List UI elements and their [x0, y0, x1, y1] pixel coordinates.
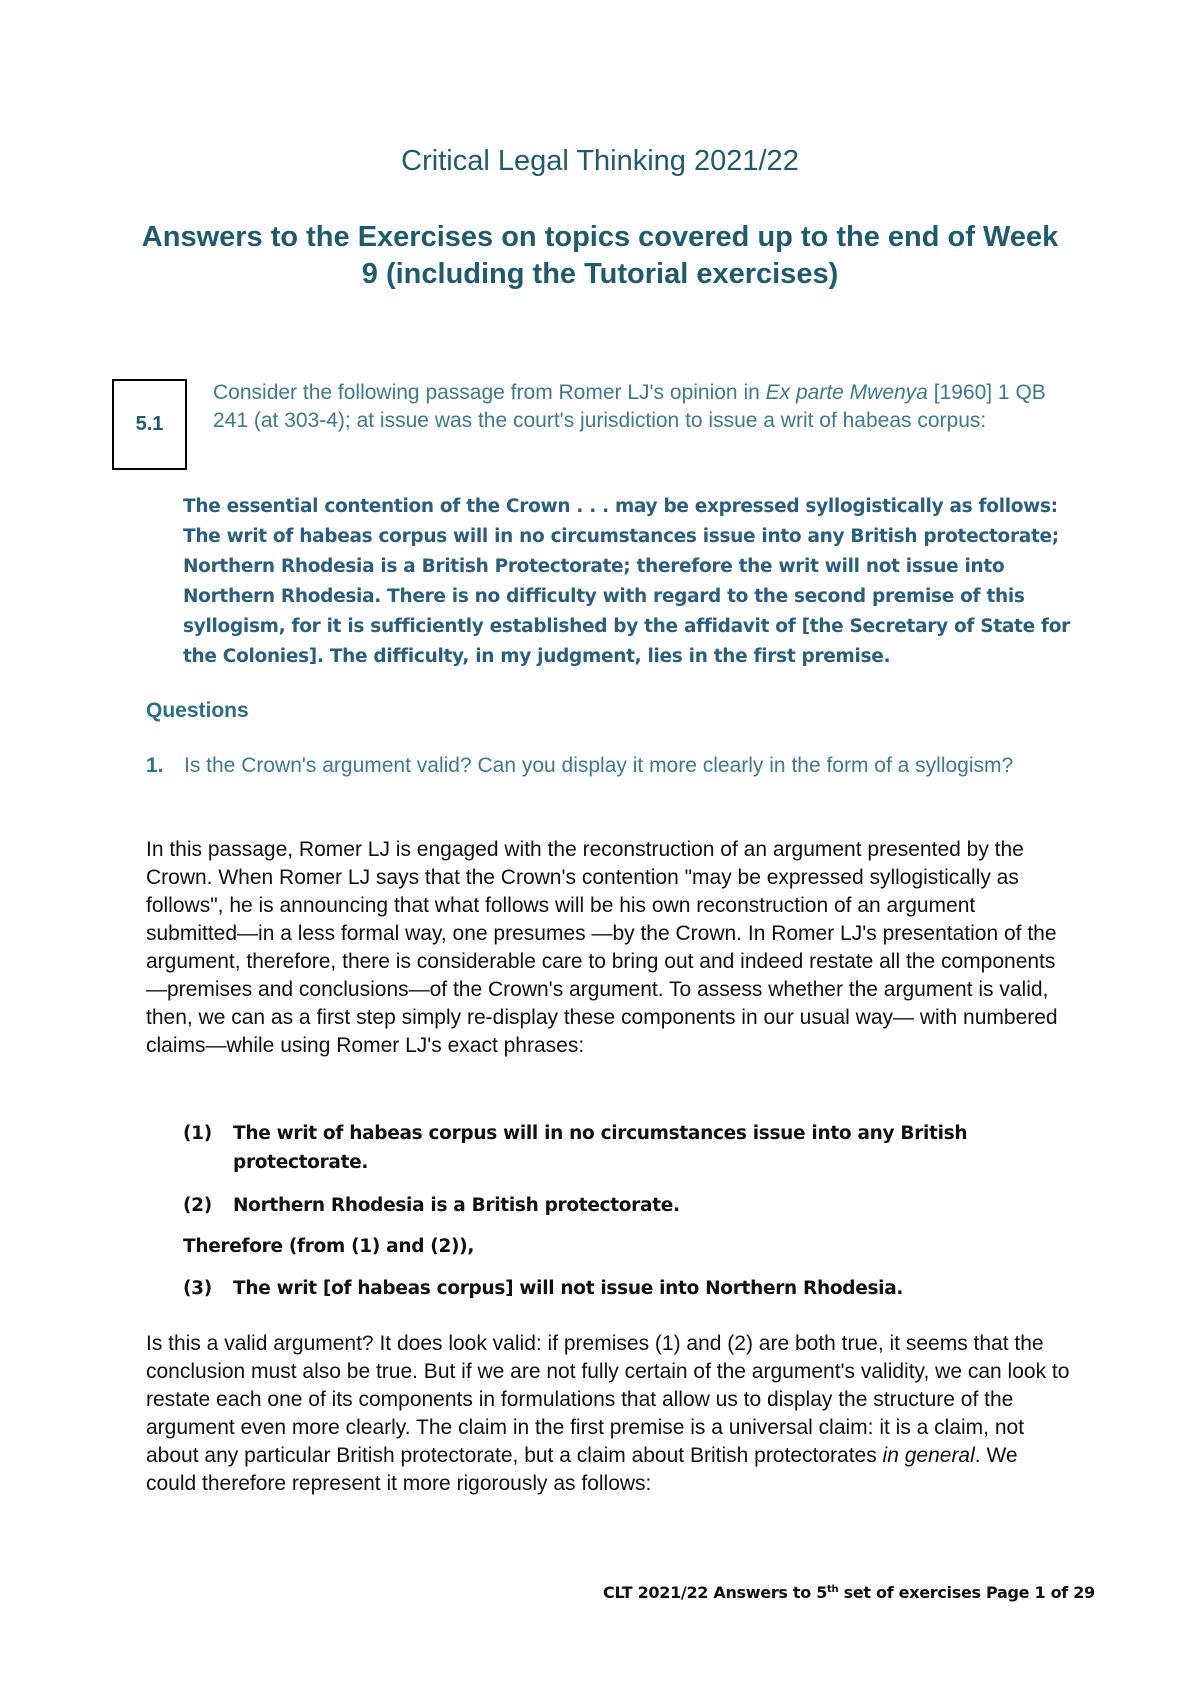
- page-footer: [603, 1583, 1095, 1602]
- therefore-line: Therefore (from (1) and (2)),: [183, 1236, 475, 1257]
- claim-1-number: (1): [183, 1123, 212, 1144]
- question-1-number: 1.: [146, 754, 164, 777]
- exercise-number-box: [112, 379, 187, 470]
- claim-1: [183, 1119, 1053, 1177]
- claim-2-text: Northern Rhodesia is a British protectorate.: [233, 1195, 680, 1216]
- exercise-intro: [213, 379, 1063, 435]
- question-1-text: Is the Crown's argument valid? Can you display it more clearly in the form of a syllogism?: [184, 754, 1014, 777]
- questions-heading: Questions: [146, 699, 249, 722]
- exercise-number: 5.1: [135, 413, 164, 435]
- paragraph-2-emphasis: in general: [882, 1444, 975, 1467]
- paragraph-2-after-em: . We could therefore represent it more rigorously as follows:: [146, 1444, 1018, 1495]
- footer-after-sup: set of exercises Page 1 of 29: [838, 1583, 1095, 1602]
- footer-superscript: th: [827, 1584, 839, 1595]
- claim-2-number: (2): [183, 1195, 212, 1216]
- intro-before-case: Consider the following passage from Romer LJ's opinion in: [213, 381, 766, 404]
- case-name: Ex parte Mwenya: [765, 381, 928, 404]
- claim-3: [183, 1274, 1053, 1303]
- footer-before-sup: CLT 2021/22 Answers to 5: [603, 1583, 828, 1602]
- claim-3-text: The writ [of habeas corpus] will not issue into Northern Rhodesia.: [233, 1278, 904, 1299]
- document-subtitle: Answers to the Exercises on topics covered up to the end of Week 9 (including the Tutorial exercises): [141, 221, 1059, 290]
- document-title: Critical Legal Thinking 2021/22: [401, 145, 799, 177]
- answer-paragraph-2: [146, 1330, 1071, 1498]
- paragraph-2-before-em: Is this a valid argument? It does look valid: if premises (1) and (2) are both true, it seems that the conclusion must also be true. But if we are not fully certain of the argument's validity, we can look to restate each one of its components in formulations that allow us to display the structure of the argument even more clearly. The claim in the first premise is a universal claim: it is a claim, not about any particular British protectorate, but a claim about British protectorates: [146, 1332, 1070, 1467]
- question-1: [146, 752, 1056, 780]
- quoted-passage: The essential contention of the Crown . . . may be expressed syllogistically as follows: The writ of habeas corpus will in no circumstances issue into any British protectorate; Northern Rhodesia is a British Protectorate; therefore the writ will not issue into Northern Rhodesia. There is no difficulty with regard to the second premise of this syllogism, for it is sufficiently established by the affidavit of [the Secretary of State for the Colonies]. The difficulty, in my judgment, lies in the first premise.: [183, 496, 1070, 667]
- claim-3-number: (3): [183, 1278, 212, 1299]
- answer-paragraph-1: In this passage, Romer LJ is engaged with the reconstruction of an argument presented by the Crown. When Romer LJ says that the Crown's contention "may be expressed syllogistically as follows", he is announcing that what follows will be his own reconstruction of an argument submitted—in a less formal way, one presumes —by the Crown. In Romer LJ's presentation of the argument, therefore, there is considerable care to bring out and indeed restate all the components—premises and conclusions—of the Crown's argument. To assess whether the argument is valid, then, we can as a first step simply re-display these components in our usual way— with numbered claims—while using Romer LJ's exact phrases:: [146, 838, 1058, 1057]
- intro-after-case: [1960] 1 QB 241 (at 303-4); at issue was the court's jurisdiction to issue a writ of habeas corpus:: [213, 381, 1046, 432]
- claim-2: [183, 1191, 1053, 1220]
- claim-1-text: The writ of habeas corpus will in no circumstances issue into any British protectorate.: [233, 1123, 968, 1173]
